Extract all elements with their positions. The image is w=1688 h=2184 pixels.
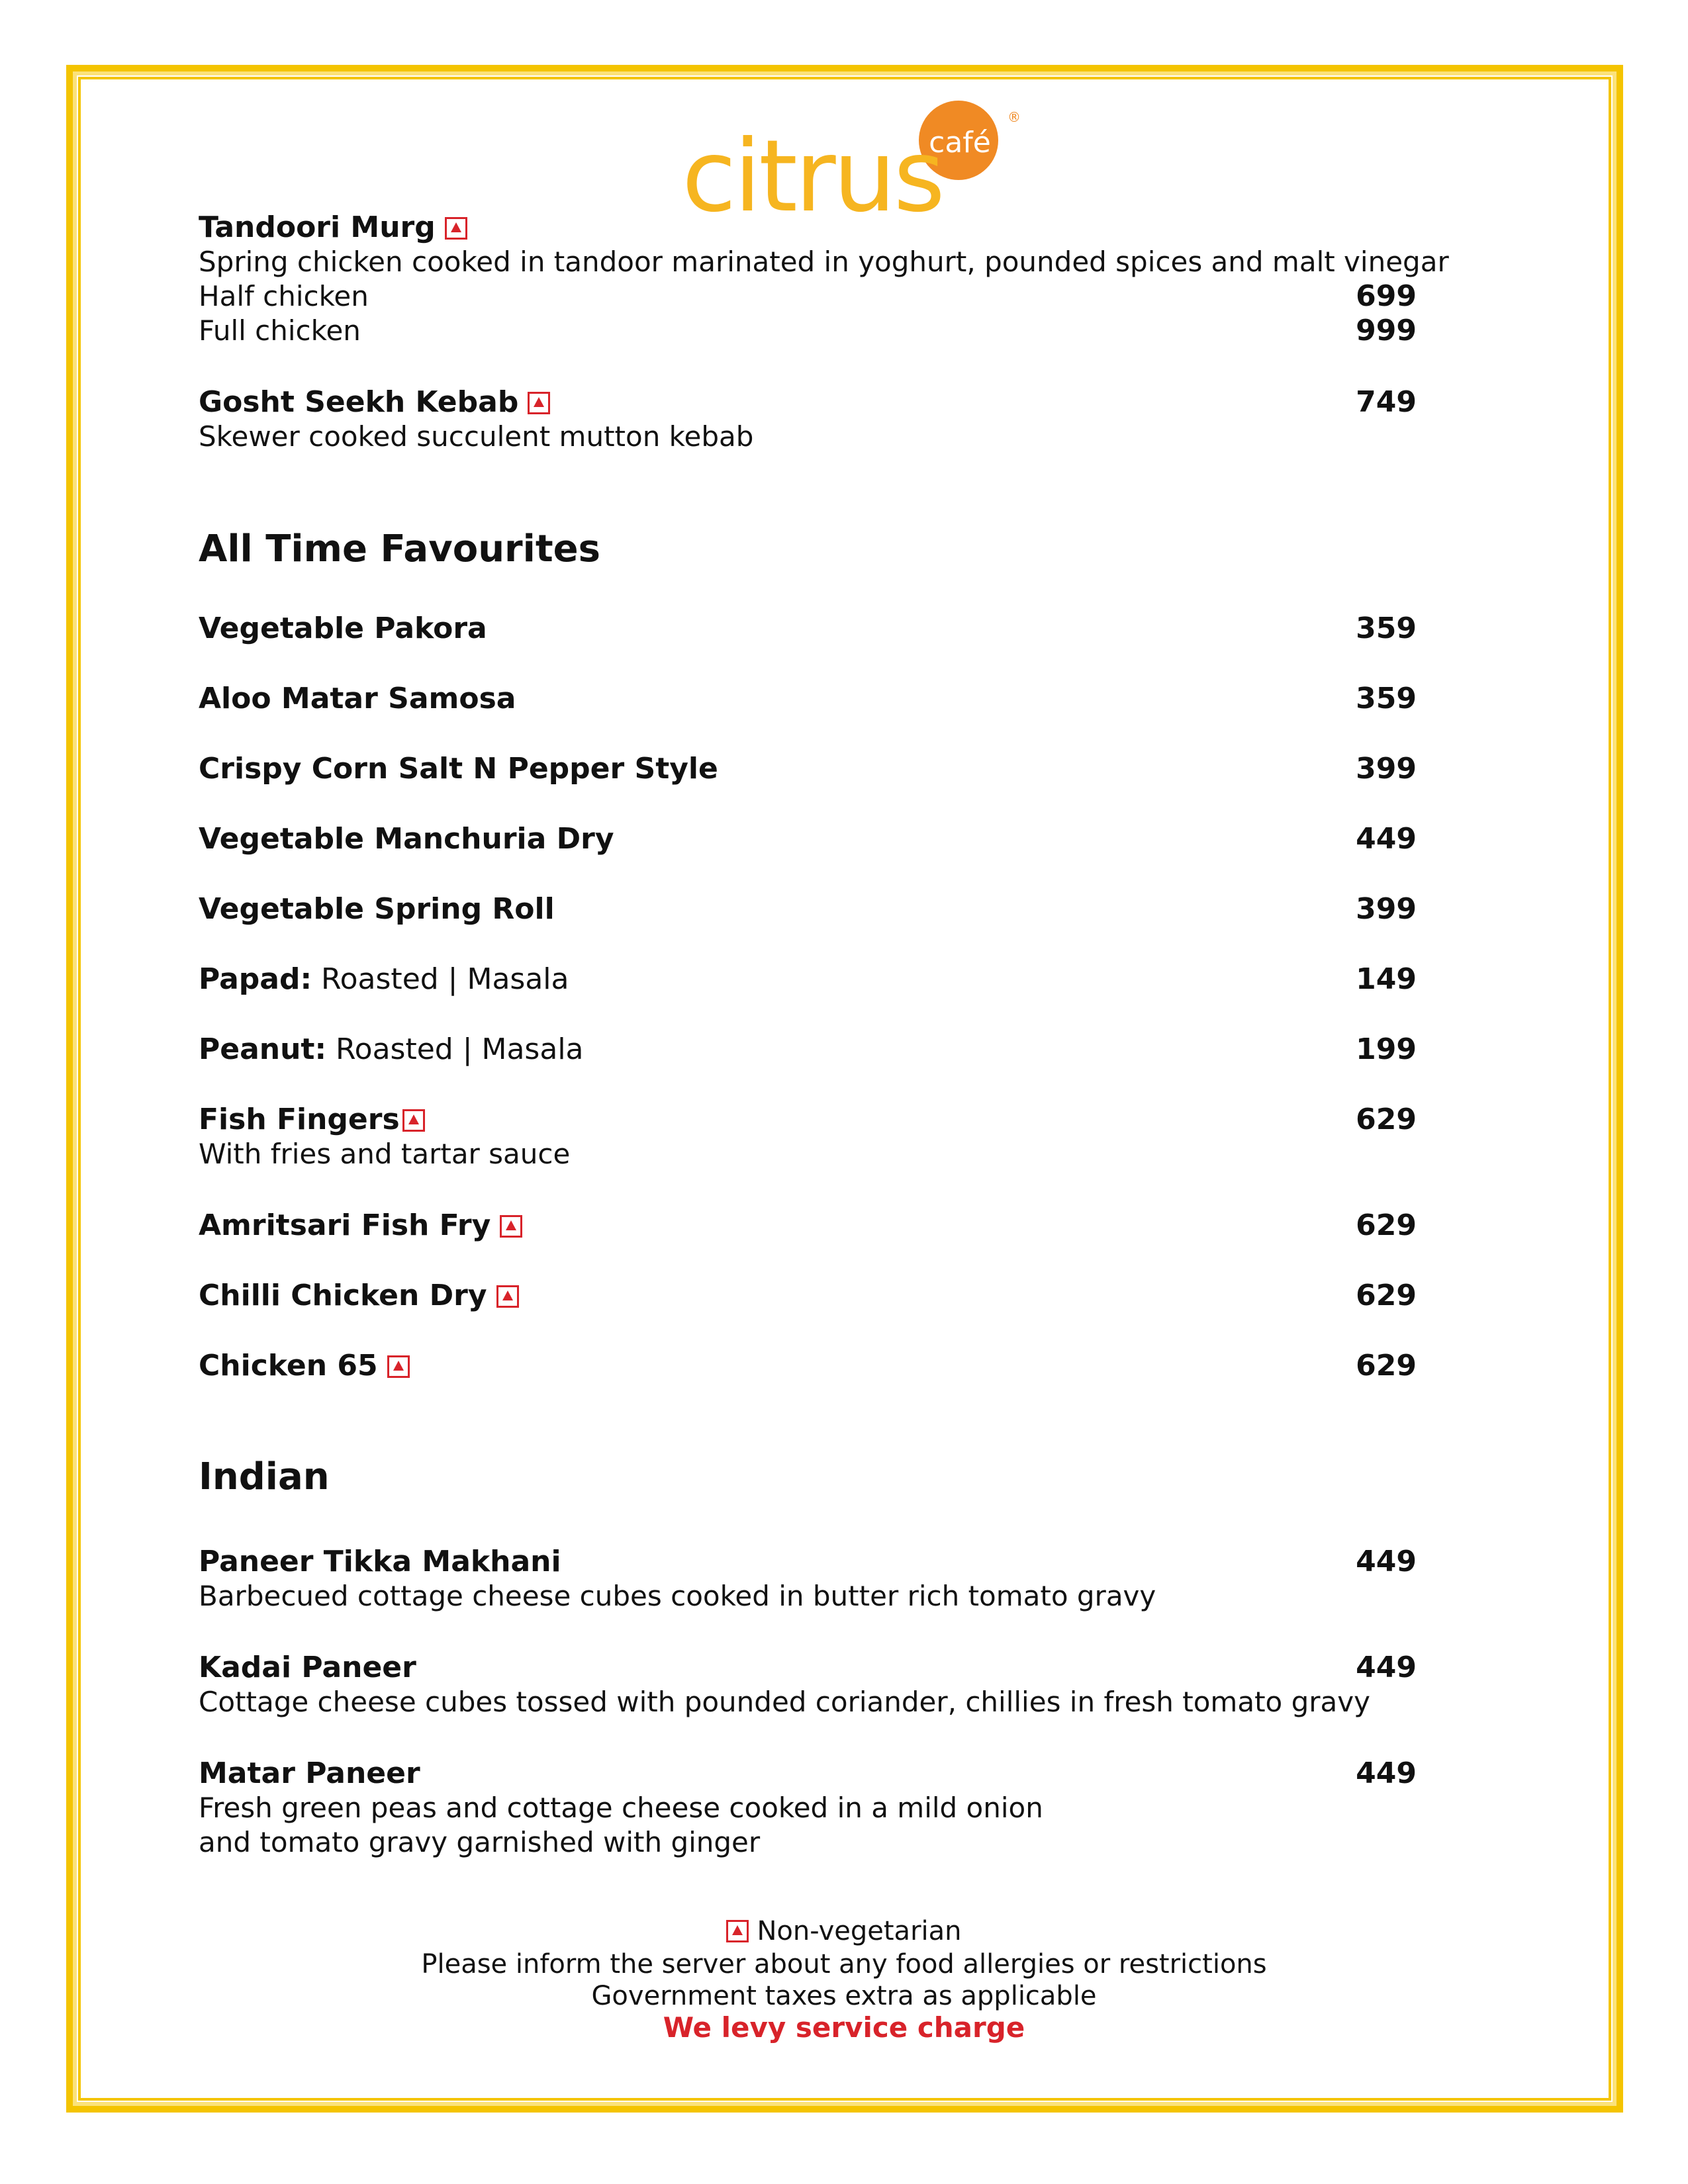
item-description: Spring chicken cooked in tandoor marinated in yoghurt, pounded spices and malt vinegar bbox=[199, 246, 1449, 278]
item-price: 449 bbox=[1356, 1651, 1417, 1684]
item-name: Vegetable Spring Roll bbox=[199, 892, 555, 926]
service-charge-note: We levy service charge bbox=[663, 2011, 1025, 2044]
menu-item bbox=[199, 752, 1417, 786]
footer-service-charge bbox=[0, 2012, 1688, 2044]
item-name: Vegetable Pakora bbox=[199, 612, 487, 645]
non-veg-icon bbox=[387, 1355, 410, 1378]
item-price: 359 bbox=[1356, 682, 1417, 715]
item-description: Barbecued cottage cheese cubes cooked in butter rich tomato gravy bbox=[199, 1580, 1156, 1612]
menu-item bbox=[199, 1279, 1417, 1313]
item-options: Roasted | Masala bbox=[312, 962, 569, 996]
footer-legend bbox=[0, 1915, 1688, 1947]
menu-item bbox=[199, 1651, 1417, 1685]
item-variant bbox=[199, 279, 1417, 314]
menu-item bbox=[199, 1545, 1417, 1579]
item-description: and tomato gravy garnished with ginger bbox=[199, 1826, 761, 1858]
item-description-row bbox=[199, 1791, 1417, 1825]
menu-item bbox=[199, 1103, 1417, 1137]
item-description-row bbox=[199, 1137, 1417, 1171]
item-description-row bbox=[199, 1685, 1417, 1719]
item-price: 629 bbox=[1356, 1279, 1417, 1312]
item-description: Fresh green peas and cottage cheese cooked in a mild onion bbox=[199, 1792, 1043, 1824]
menu-item bbox=[199, 682, 1417, 716]
variant-label: Full chicken bbox=[199, 314, 361, 347]
item-name: Chilli Chicken Dry bbox=[199, 1279, 1417, 1313]
item-price: 699 bbox=[1356, 279, 1417, 313]
item-variant bbox=[199, 314, 1417, 348]
item-price: 399 bbox=[1356, 892, 1417, 926]
section-title: All Time Favourites bbox=[199, 527, 600, 570]
item-price: 449 bbox=[1356, 1545, 1417, 1578]
item-price: 199 bbox=[1356, 1032, 1417, 1066]
item-name: Peanut: Roasted | Masala bbox=[199, 1032, 584, 1066]
menu-item bbox=[199, 892, 1417, 927]
item-name: Amritsari Fish Fry bbox=[199, 1208, 1417, 1243]
item-price: 449 bbox=[1356, 822, 1417, 856]
non-veg-icon bbox=[726, 1920, 749, 1942]
logo-word: citrus bbox=[682, 119, 943, 218]
logo-badge-text: café bbox=[929, 126, 991, 159]
non-veg-icon bbox=[445, 217, 467, 240]
item-options: Roasted | Masala bbox=[326, 1032, 584, 1066]
footer-allergy-note: Please inform the server about any food allergies or restrictions bbox=[421, 1949, 1267, 1979]
menu-item bbox=[199, 822, 1417, 856]
item-description: Skewer cooked succulent mutton kebab bbox=[199, 420, 754, 453]
menu-item bbox=[199, 1349, 1417, 1383]
item-description: Cottage cheese cubes tossed with pounded coriander, chillies in fresh tomato gravy bbox=[199, 1686, 1370, 1718]
menu-item bbox=[199, 962, 1417, 997]
item-name: Kadai Paneer bbox=[199, 1651, 416, 1684]
item-name: Tandoori Murg bbox=[199, 210, 1417, 245]
non-veg-icon bbox=[402, 1109, 425, 1132]
menu-item bbox=[199, 1032, 1417, 1067]
item-name: Papad: Roasted | Masala bbox=[199, 962, 569, 996]
menu-item bbox=[199, 1756, 1417, 1791]
menu-item bbox=[199, 1208, 1417, 1243]
item-name: Matar Paneer bbox=[199, 1756, 420, 1790]
item-name: Gosht Seekh Kebab bbox=[199, 385, 1417, 420]
logo-registered-mark: ® bbox=[1008, 109, 1021, 125]
menu-item bbox=[199, 210, 1417, 245]
item-price: 629 bbox=[1356, 1103, 1417, 1136]
item-price: 749 bbox=[1356, 385, 1417, 419]
legend-label: Non-vegetarian bbox=[757, 1916, 962, 1946]
non-veg-icon bbox=[496, 1285, 519, 1308]
item-price: 149 bbox=[1356, 962, 1417, 996]
item-description-row bbox=[199, 420, 1417, 454]
variant-label: Half chicken bbox=[199, 280, 369, 312]
footer-taxes-note: Government taxes extra as applicable bbox=[591, 1981, 1097, 2011]
item-price: 629 bbox=[1356, 1349, 1417, 1383]
item-price: 999 bbox=[1356, 314, 1417, 347]
citrus-cafe-logo bbox=[682, 99, 1026, 218]
non-veg-icon bbox=[500, 1215, 522, 1238]
item-price: 399 bbox=[1356, 752, 1417, 786]
non-veg-icon bbox=[528, 392, 550, 414]
item-name: Vegetable Manchuria Dry bbox=[199, 822, 614, 856]
item-description-row bbox=[199, 1825, 1417, 1860]
item-name: Fish Fingers bbox=[199, 1103, 1417, 1137]
item-name: Aloo Matar Samosa bbox=[199, 682, 516, 715]
item-description-row bbox=[199, 1579, 1417, 1614]
item-description-row bbox=[199, 245, 1449, 279]
menu-item bbox=[199, 612, 1417, 646]
item-name: Paneer Tikka Makhani bbox=[199, 1545, 561, 1578]
item-name: Chicken 65 bbox=[199, 1349, 1417, 1383]
item-price: 629 bbox=[1356, 1208, 1417, 1242]
item-name: Crispy Corn Salt N Pepper Style bbox=[199, 752, 718, 786]
section-title: Indian bbox=[199, 1455, 330, 1498]
menu-item bbox=[199, 385, 1417, 420]
item-price: 359 bbox=[1356, 612, 1417, 645]
item-description: With fries and tartar sauce bbox=[199, 1138, 571, 1170]
item-price: 449 bbox=[1356, 1756, 1417, 1790]
